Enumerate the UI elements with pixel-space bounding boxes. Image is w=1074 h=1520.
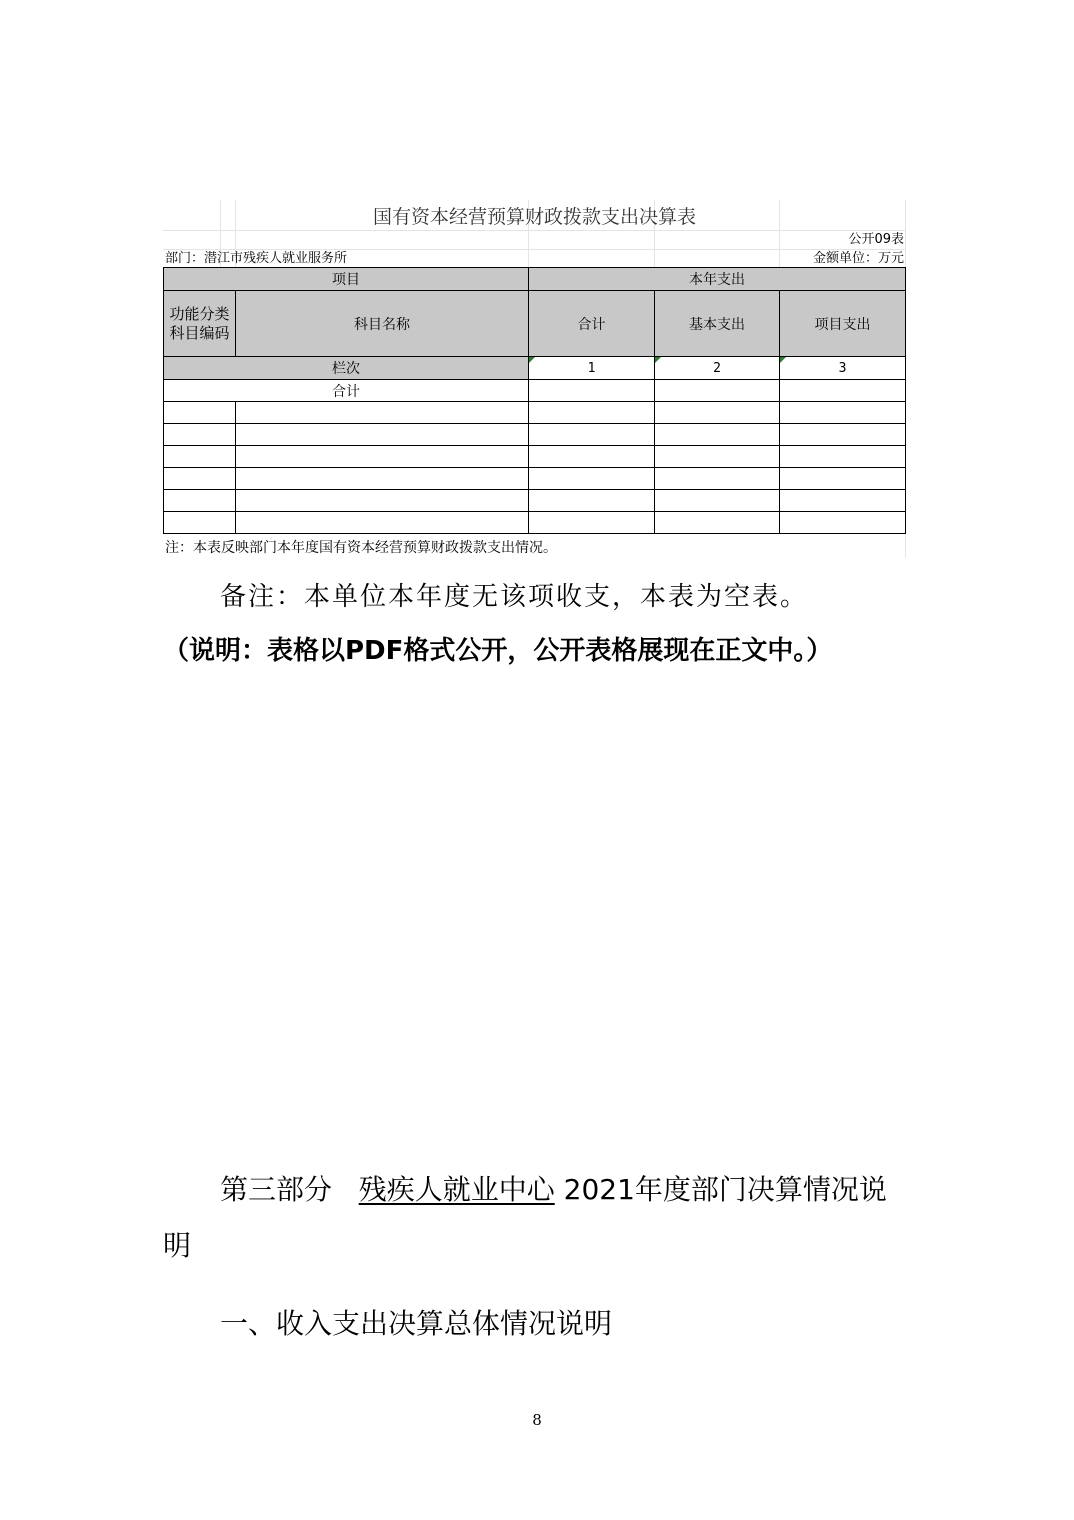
header-project: 项目支出 — [780, 291, 906, 357]
gridline — [163, 230, 906, 231]
table-code: 公开09表 — [848, 232, 904, 247]
expenditure-table — [163, 267, 906, 534]
table-title: 国有资本经营预算财政拨款支出决算表 — [372, 206, 696, 228]
table-row — [164, 468, 906, 490]
table-row — [164, 512, 906, 534]
explain-text: （说明：表格以PDF格式公开，公开表格展现在正文中。） — [163, 636, 833, 666]
budget-table-sheet — [163, 200, 906, 558]
section-heading-cont: 明 — [163, 1229, 192, 1262]
header-row — [164, 268, 906, 291]
column-index-2: 2 — [655, 357, 780, 380]
section-suffix: 2021年度部门决算情况说 — [563, 1173, 887, 1206]
page-number: 8 — [532, 1411, 542, 1429]
cell-marker-icon — [780, 357, 786, 363]
total-row — [164, 380, 906, 402]
subheader-row — [164, 291, 906, 357]
unit-label: 金额单位：万元 — [812, 251, 904, 266]
cell-marker-icon — [655, 357, 661, 363]
header-current-year: 本年支出 — [529, 268, 906, 291]
remark-text: 备注：本单位本年度无该项收支，本表为空表。 — [220, 582, 809, 612]
column-index-row — [164, 357, 906, 380]
total-row-label: 合计 — [164, 380, 529, 402]
table-row — [164, 424, 906, 446]
table-row — [164, 402, 906, 424]
header-name: 科目名称 — [236, 291, 529, 357]
total-cell — [780, 380, 906, 402]
total-cell — [655, 380, 780, 402]
department-label: 部门：潜江市残疾人就业服务所 — [165, 251, 348, 266]
total-cell — [529, 380, 655, 402]
subsection-heading: 一、收入支出决算总体情况说明 — [220, 1307, 613, 1340]
header-total: 合计 — [529, 291, 655, 357]
cell-marker-icon — [529, 357, 535, 363]
section-heading — [220, 1168, 887, 1208]
header-code: 功能分类科目编码 — [164, 291, 236, 357]
header-item: 项目 — [164, 268, 529, 291]
header-basic: 基本支出 — [655, 291, 780, 357]
section-org: 残疾人就业中心 — [358, 1173, 555, 1206]
gridline — [163, 249, 906, 250]
table-row — [164, 490, 906, 512]
column-index-3: 3 — [780, 357, 906, 380]
column-index-1: 1 — [529, 357, 655, 380]
section-prefix: 第三部分 — [220, 1173, 333, 1206]
table-row — [164, 446, 906, 468]
table-note: 注：本表反映部门本年度国有资本经营预算财政拨款支出情况。 — [165, 540, 557, 556]
column-index-label: 栏次 — [164, 357, 529, 380]
